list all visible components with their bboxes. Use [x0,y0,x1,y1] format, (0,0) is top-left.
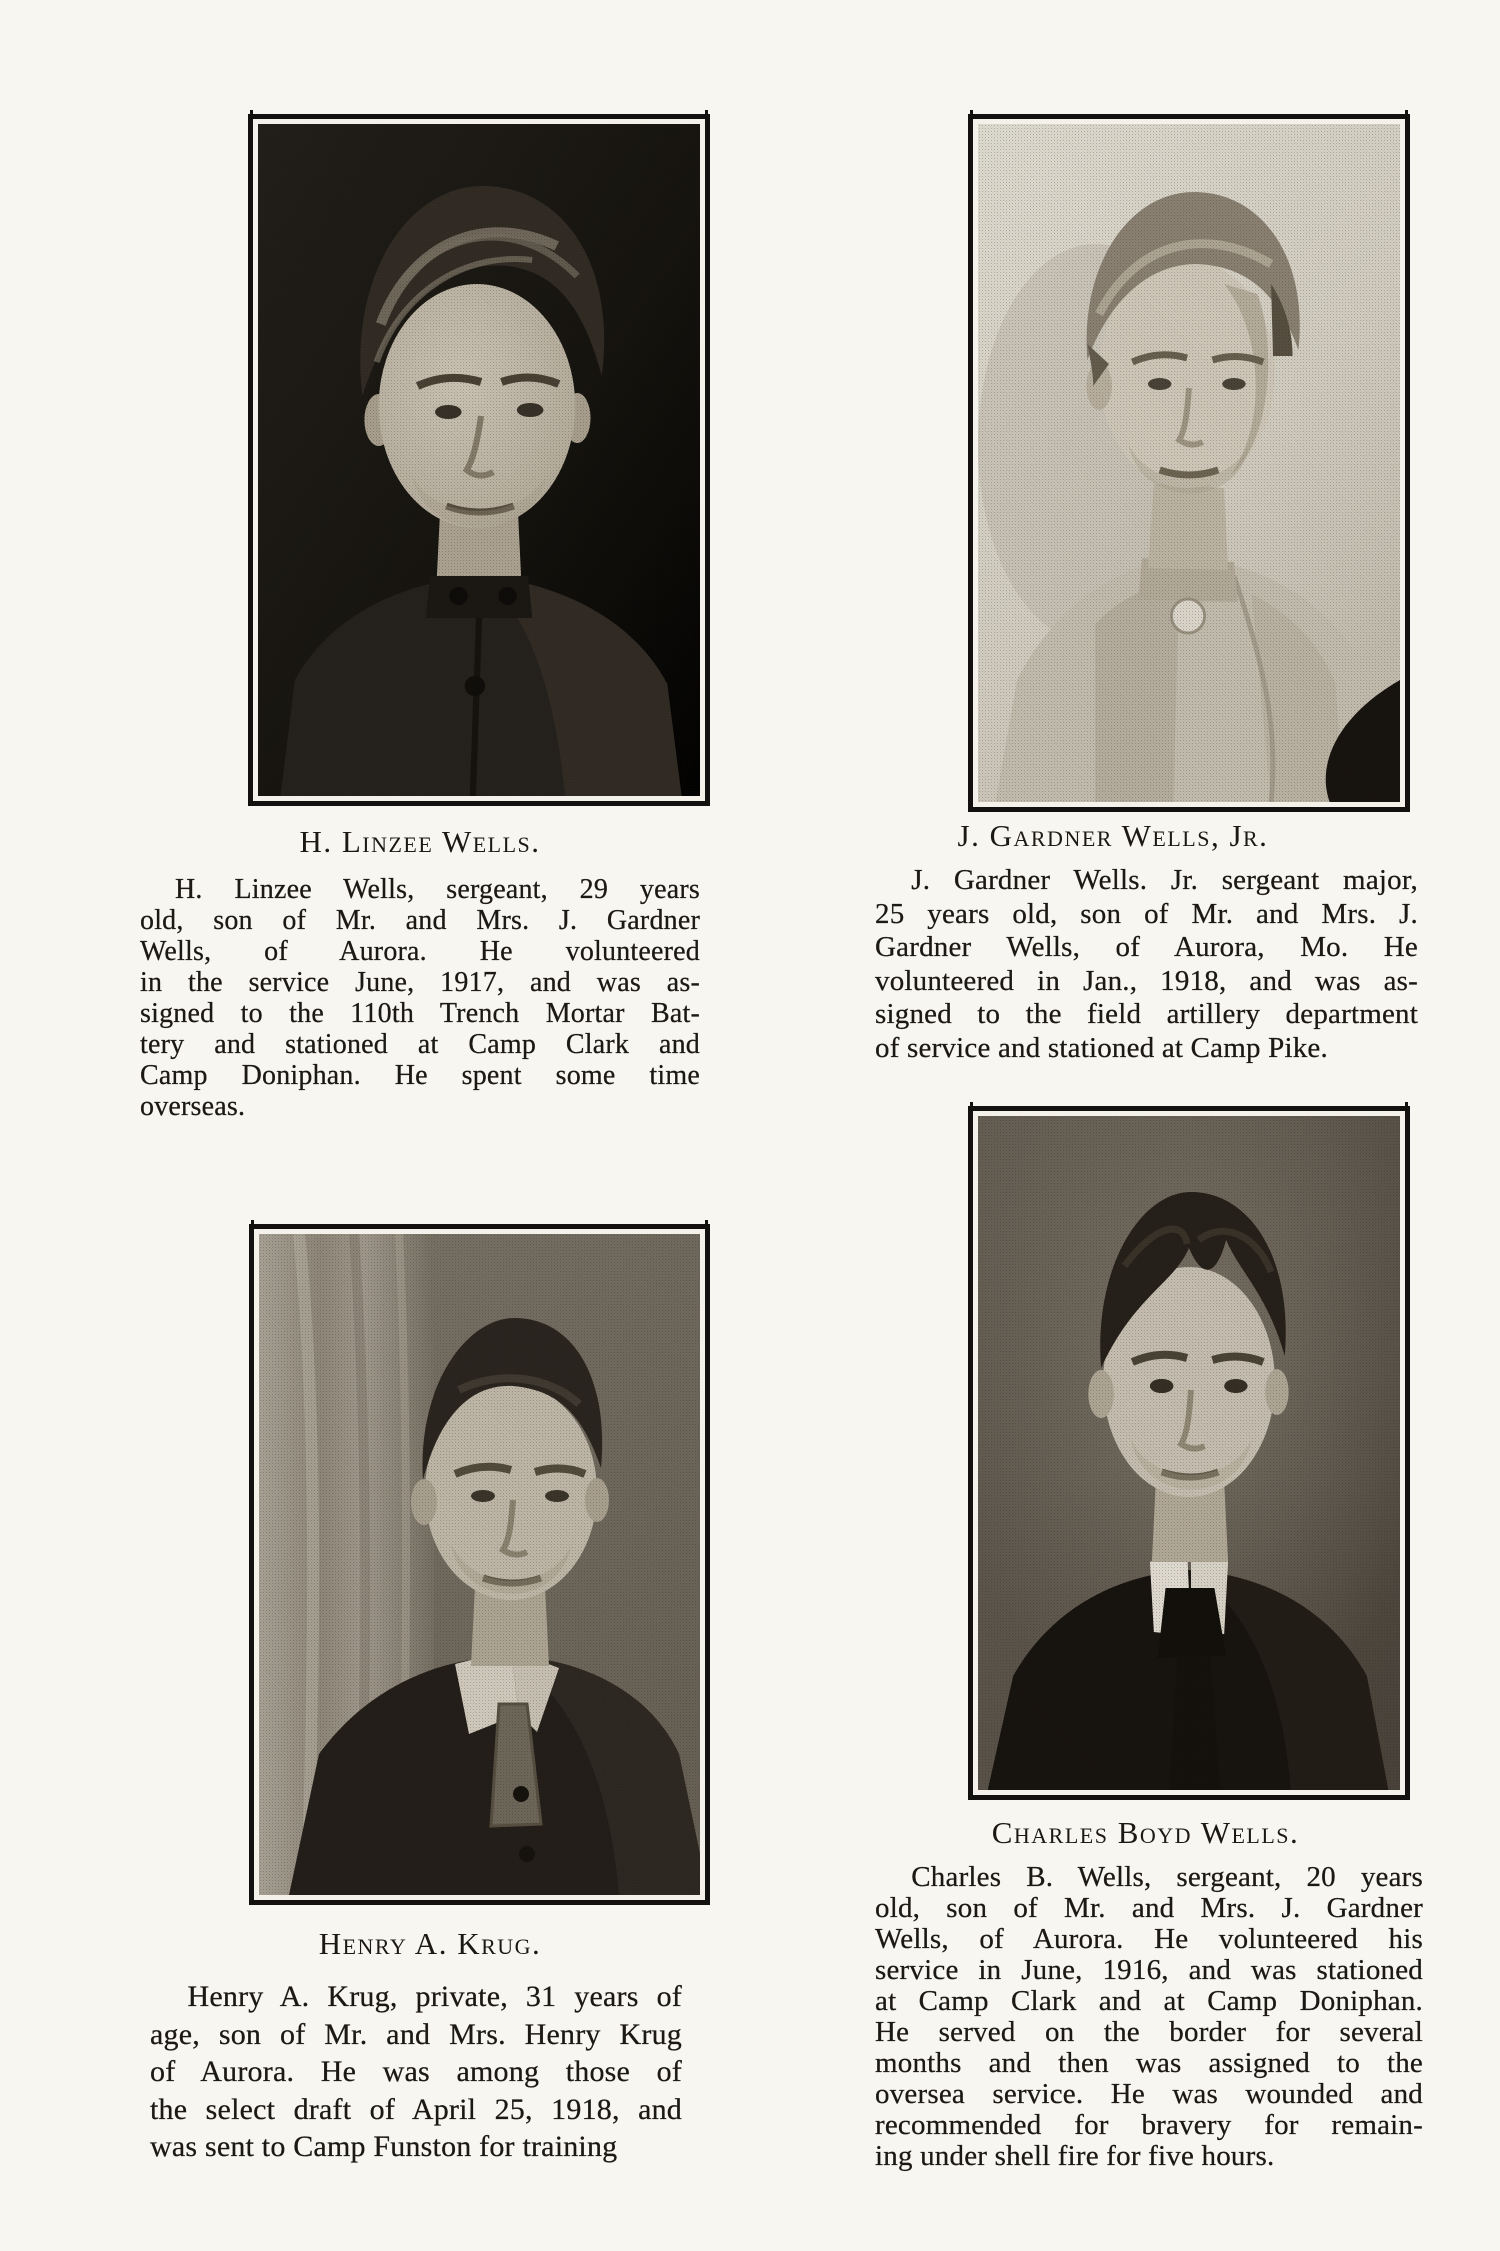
bio-line: J. Gardner Wells. Jr. sergeant major, [911,864,1418,896]
bio-line: of service and stationed at Camp Pike. [875,1031,1328,1064]
portrait-photo-charles-boyd-wells [968,1106,1410,1800]
bio-line: Gardner Wells, of Aurora, Mo. He [875,931,1418,963]
portrait-caption-h-linzee-wells: H. Linzee Wells. [299,824,541,859]
bio-line: of Aurora. He was among those of [150,2055,682,2088]
bio-line: Camp Doniphan. He spent some time [140,1060,700,1091]
bio-line: Charles B. Wells, sergeant, 20 years [911,1861,1423,1893]
bio-line: He served on the border for several [875,2016,1423,2048]
bio-line: signed to the 110th Trench Mortar Bat- [140,998,700,1029]
bio-line: overseas. [140,1091,246,1122]
bio-line: H. Linzee Wells, sergeant, 29 years [175,874,700,905]
portrait-caption-j-gardner-wells-jr: J. Gardner Wells, Jr. [957,818,1269,853]
bio-paragraph-henry-a-krug [150,1978,682,2166]
bio-paragraph-charles-boyd-wells [875,1862,1423,2172]
bio-line: volunteered in Jan., 1918, and was as- [875,964,1418,997]
bio-line: service in June, 1916, and was stationed [875,1954,1423,1986]
bio-line: at Camp Clark and at Camp Doniphan. [875,1985,1423,2017]
bio-line: old, son of Mr. and Mrs. J. Gardner [875,1892,1423,1924]
bio-line: age, son of Mr. and Mrs. Henry Krug [150,2017,682,2051]
portrait-photo-h-linzee-wells [248,114,710,806]
bio-line: recommended for bravery for remain- [875,2109,1423,2141]
portrait-illustration [978,124,1400,802]
portrait-illustration [259,1234,700,1895]
bio-line: ing under shell fire for five hours. [875,2140,1275,2172]
portrait-illustration [978,1116,1400,1790]
bio-paragraph-h-linzee-wells [140,874,700,1122]
bio-line: Wells, of Aurora. He volunteered [140,936,700,967]
bio-line: Henry A. Krug, private, 31 years of [187,1980,682,2013]
bio-line: signed to the field artillery department [875,998,1418,1030]
bio-line: old, son of Mr. and Mrs. J. Gardner [140,905,700,936]
bio-paragraph-j-gardner-wells-jr [875,864,1418,1065]
bio-line: Wells, of Aurora. He volunteered his [875,1923,1423,1955]
bio-line: in the service June, 1917, and was as- [140,967,700,998]
bio-line: 25 years old, son of Mr. and Mrs. J. [875,897,1418,930]
bio-line: was sent to Camp Funston for training [150,2130,618,2163]
bio-line: the select draft of April 25, 1918, and [150,2092,682,2126]
portrait-illustration [258,124,700,796]
portrait-photo-j-gardner-wells-jr [968,114,1410,812]
bio-line: months and then was assigned to the [875,2047,1423,2079]
portrait-caption-charles-boyd-wells: Charles Boyd Wells. [991,1815,1300,1850]
portrait-photo-henry-a-krug [249,1224,710,1905]
portrait-caption-henry-a-krug: Henry A. Krug. [318,1926,542,1961]
bio-line: oversea service. He was wounded and [875,2078,1423,2110]
bio-line: tery and stationed at Camp Clark and [140,1029,700,1060]
